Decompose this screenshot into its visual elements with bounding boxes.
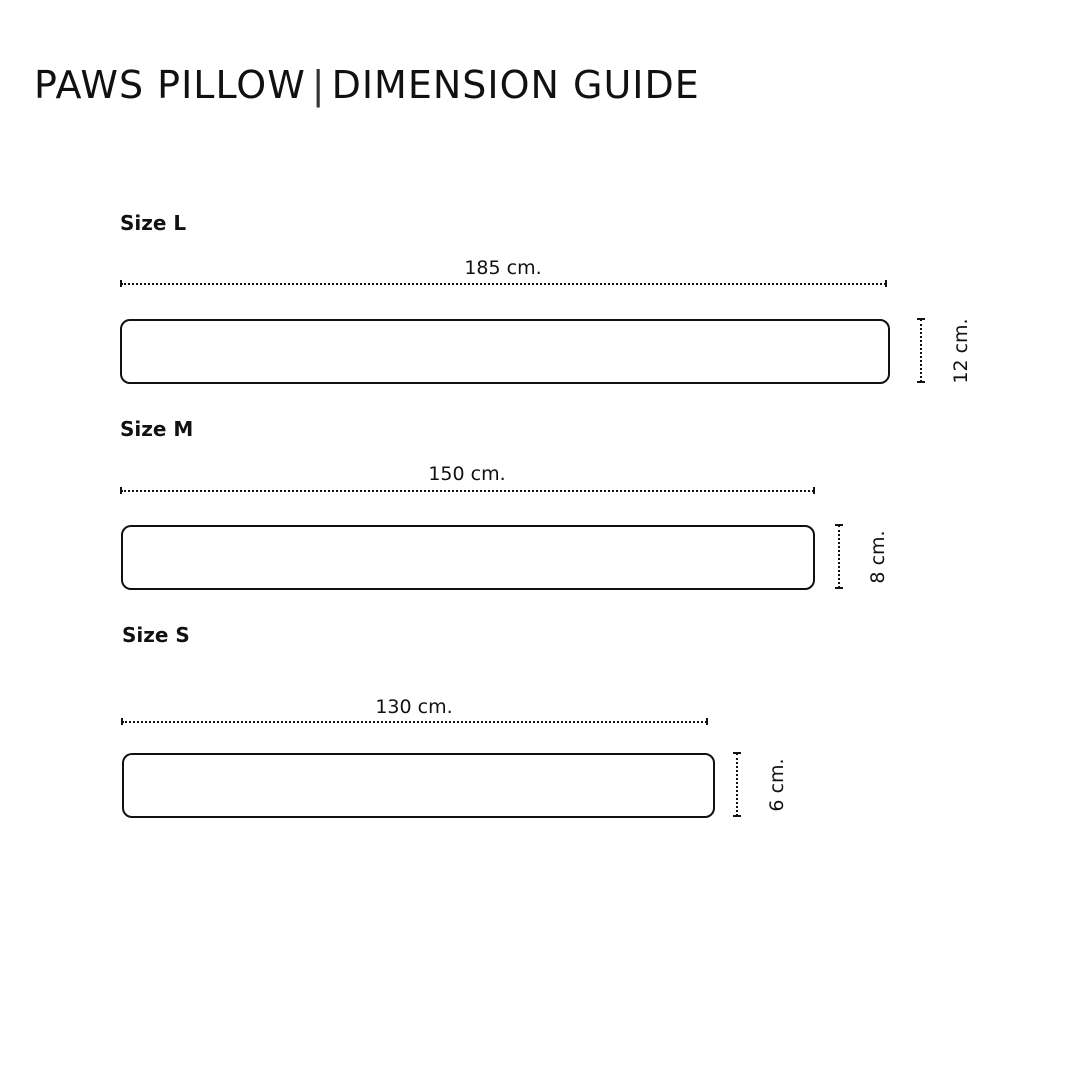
product-name: PAWS PILLOW	[34, 63, 306, 107]
size-label-m: Size M	[120, 417, 194, 441]
width-label-m: 150 cm.	[428, 463, 506, 485]
height-label-s: 6 cm.	[766, 758, 788, 812]
height-dimension-line-m	[838, 525, 840, 588]
height-dimension-line-l	[920, 319, 922, 382]
width-dimension-line-l	[121, 283, 886, 285]
size-label-l: Size L	[120, 211, 187, 235]
title-subtitle: DIMENSION GUIDE	[331, 63, 700, 107]
height-label-l: 12 cm.	[950, 318, 972, 384]
height-label-m: 8 cm.	[867, 530, 889, 584]
title-separator: |	[311, 63, 326, 107]
pillow-outline-m	[121, 525, 815, 590]
pillow-outline-s	[122, 753, 715, 818]
height-dimension-line-s	[736, 753, 738, 816]
pillow-outline-l	[120, 319, 890, 384]
width-dimension-line-m	[121, 490, 814, 492]
width-label-l: 185 cm.	[464, 257, 542, 279]
width-label-s: 130 cm.	[375, 696, 453, 718]
width-dimension-line-s	[122, 721, 707, 723]
size-label-s: Size S	[122, 623, 190, 647]
page-title	[34, 60, 700, 110]
